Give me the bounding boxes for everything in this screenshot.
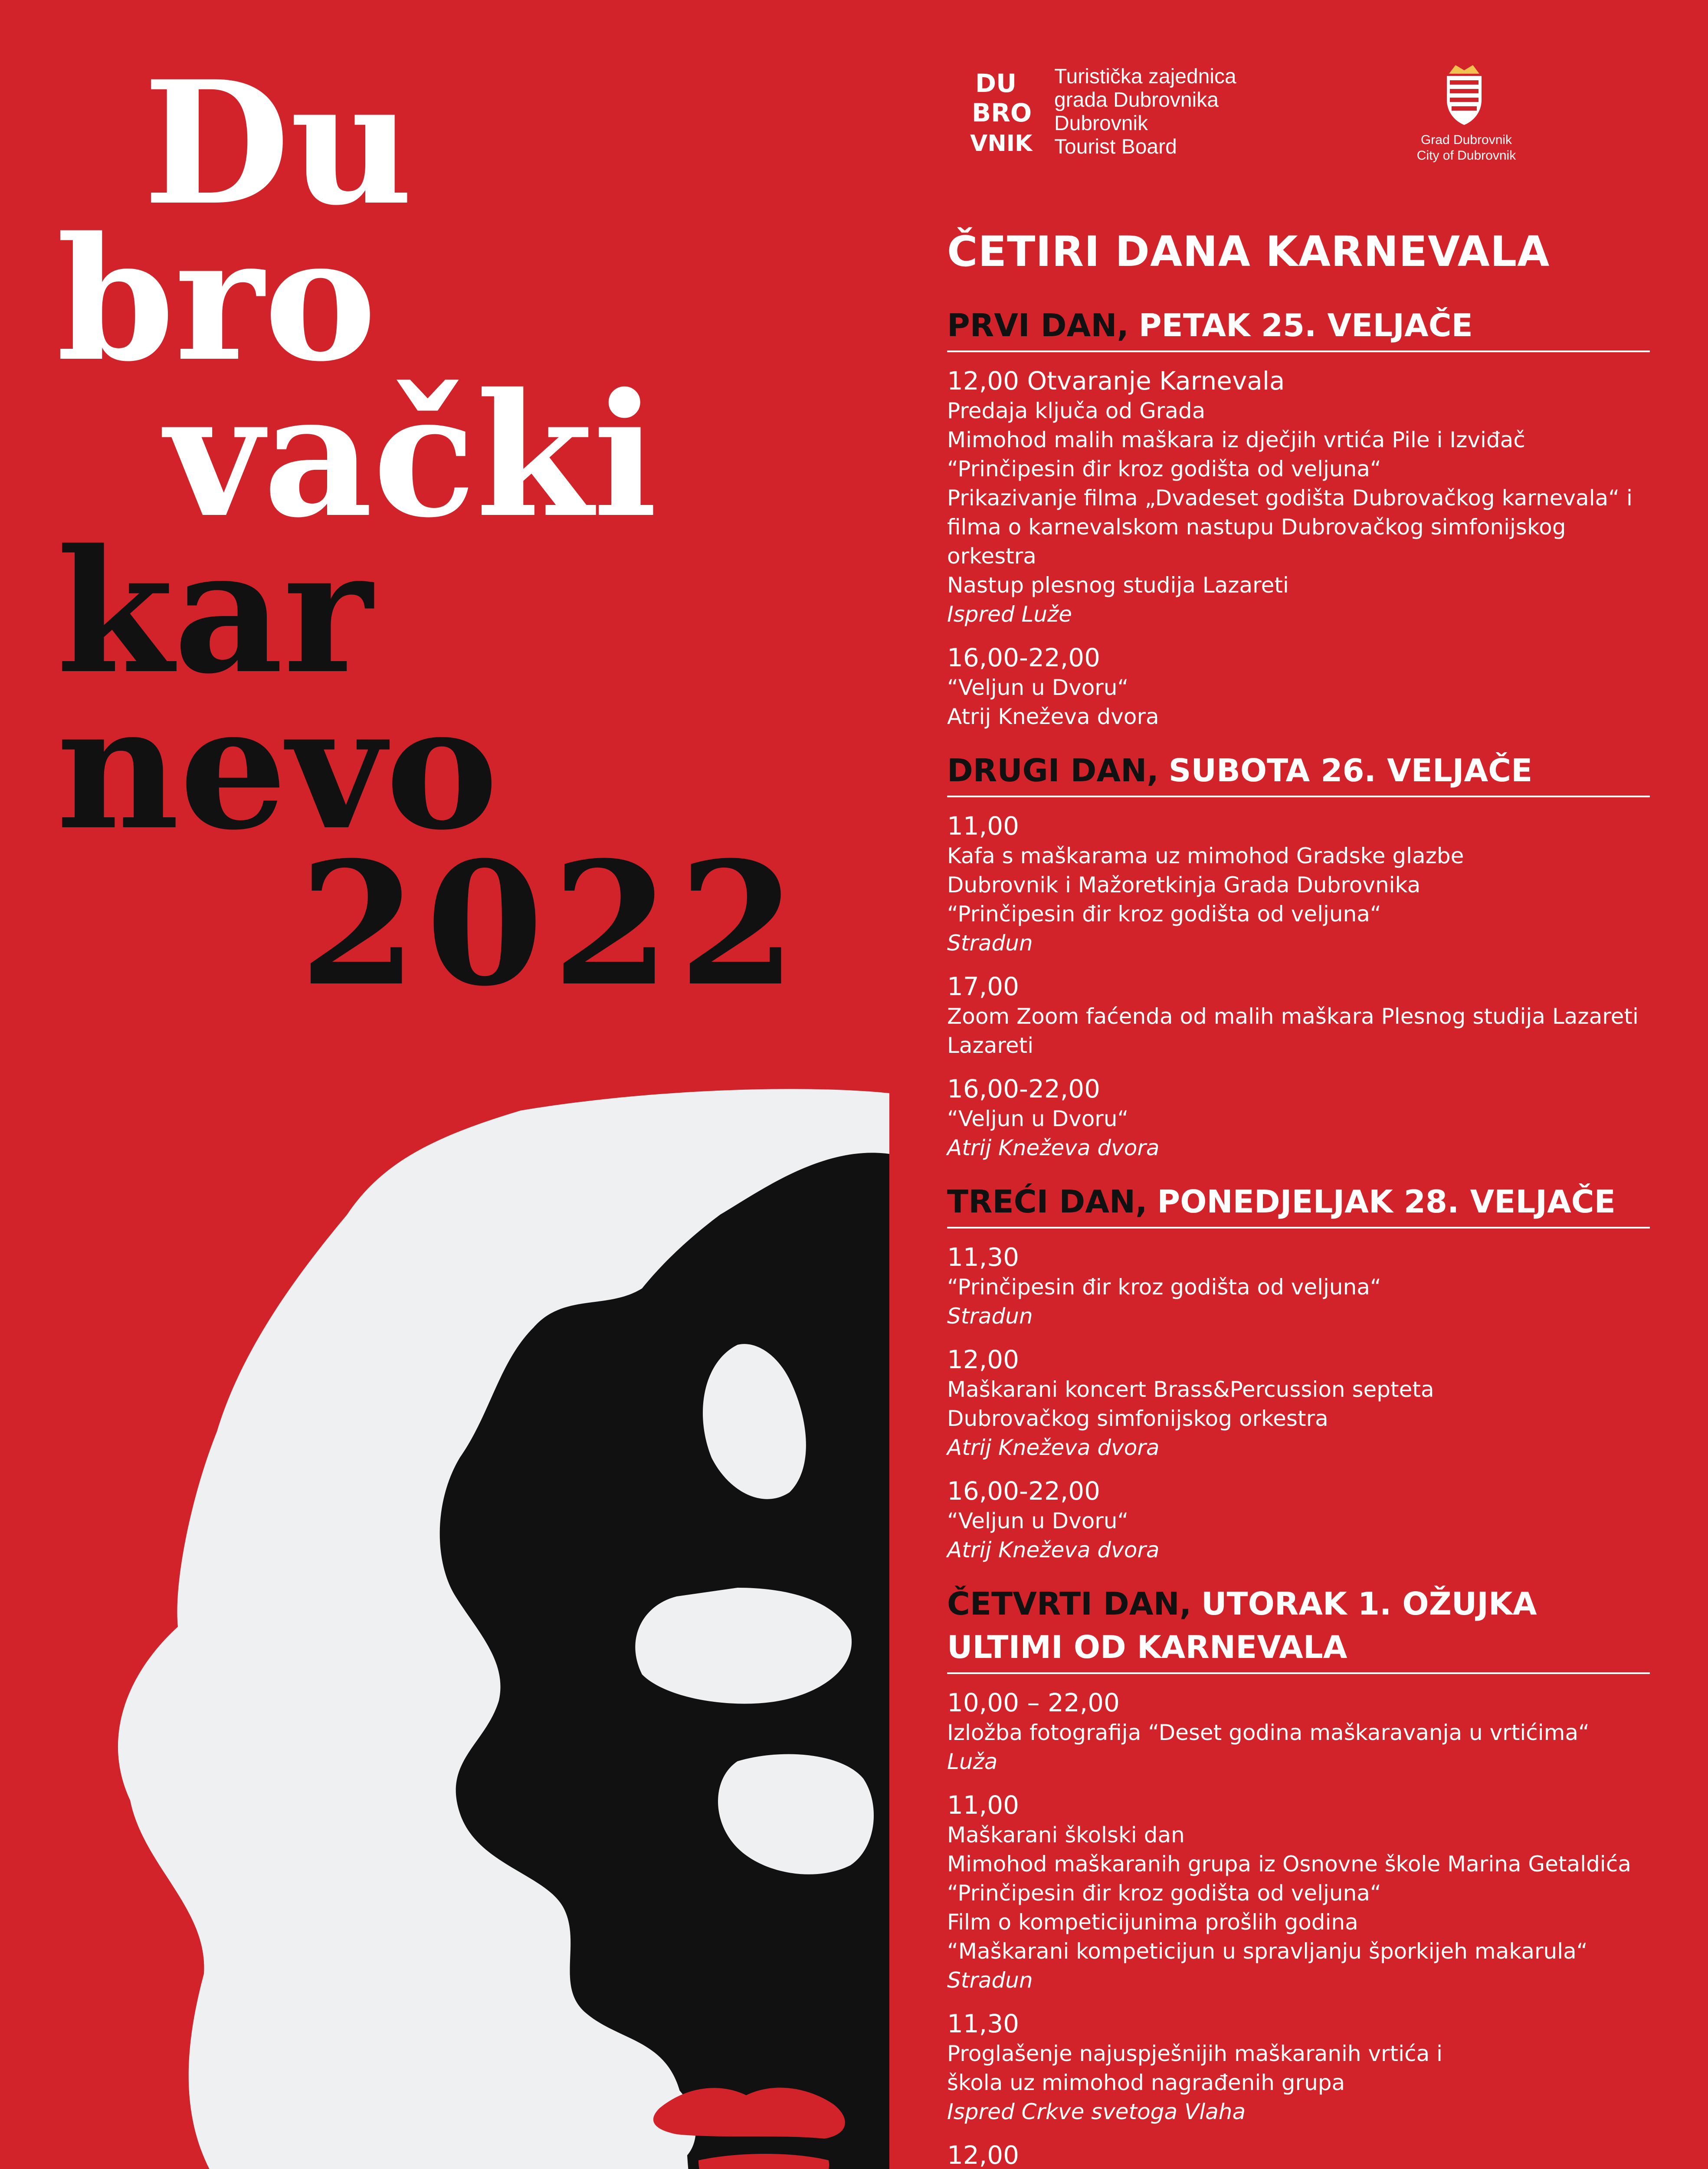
event-description: Lazareti	[947, 1033, 1034, 1058]
event-time: 12,00	[947, 1345, 1020, 1374]
face-illustration	[0, 1084, 889, 2169]
tz-mark-line: DU	[975, 69, 1017, 98]
event-description: Kafa s maškarama uz mimohod Gradske glazbe	[947, 843, 1464, 868]
event-time: 11,30	[947, 1242, 1020, 1272]
tourist-board-line: grada Dubrovnika	[1054, 88, 1219, 111]
event-time: 11,00	[947, 1790, 1020, 1820]
event-location: Atrij Kneževa dvora	[947, 1135, 1160, 1160]
event-time: 11,00	[947, 811, 1020, 841]
event-description: škola uz mimohod nagrađenih grupa	[947, 2070, 1345, 2095]
title-year: 2022	[299, 825, 805, 1023]
event-description: “Prinčipesin đir kroz godišta od veljuna“	[947, 456, 1381, 482]
day-block	[947, 749, 1650, 1163]
city-line: City of Dubrovnik	[1416, 148, 1516, 163]
event-item	[947, 971, 1650, 1060]
event-item	[947, 1687, 1650, 1776]
event-description: Prikazivanje filma „Dvadeset godišta Dubrovačkog karnevala“ i	[947, 485, 1633, 511]
event-item	[947, 1344, 1650, 1462]
day-block	[947, 304, 1650, 731]
event-item	[947, 365, 1650, 629]
day-name: TREĆI DAN,	[947, 1183, 1147, 1220]
event-time: 12,00	[947, 2140, 1020, 2169]
event-description: “Prinčipesin đir kroz godišta od veljuna“	[947, 1881, 1381, 1906]
event-item	[947, 1242, 1650, 1331]
day-heading	[947, 749, 1650, 797]
event-description: “Veljun u Dvoru“	[947, 1106, 1129, 1131]
city-name	[1401, 132, 1531, 164]
event-description: “Prinčipesin đir kroz godišta od veljuna“	[947, 1275, 1381, 1300]
tz-mark-line: BRO	[972, 98, 1032, 128]
event-time: 17,00	[947, 972, 1020, 1001]
day-name: PRVI DAN,	[947, 307, 1129, 344]
event-description: Izložba fotografija “Deset godina maškaravanja u vrtićima“	[947, 1720, 1590, 1745]
day-date: UTORAK 1. OŽUJKA	[1201, 1586, 1537, 1622]
schedule-heading: ČETIRI DANA KARNEVALA	[947, 227, 1550, 276]
tourist-board-logo-icon	[967, 65, 1046, 165]
event-description: Nastup plesnog studija Lazareti	[947, 573, 1289, 598]
event-location: Ispred Luže	[947, 602, 1072, 627]
day-block	[947, 1582, 1650, 2169]
title-line: bro	[56, 200, 377, 399]
event-description: “Prinčipesin đir kroz godišta od veljuna“	[947, 901, 1381, 927]
event-time: 16,00-22,00	[947, 1476, 1101, 1506]
sponsor-logos	[967, 61, 1662, 174]
event-location: Luža	[947, 1749, 998, 1774]
day-heading	[947, 1582, 1650, 1674]
event-location: Atrij Kneževa dvora	[947, 1435, 1160, 1460]
event-time: 16,00-22,00	[947, 643, 1101, 672]
city-crest-icon	[1440, 61, 1488, 126]
title-line: Du	[143, 44, 413, 242]
title-line: nevo	[56, 668, 498, 867]
event-description: filma o karnevalskom nastupu Dubrovačkog simfonijskog orkestra	[947, 514, 1566, 569]
event-description: Dubrovačkog simfonijskog orkestra	[947, 1406, 1328, 1431]
day-block	[947, 1180, 1650, 1565]
event-location: Ispred Crkve svetoga Vlaha	[947, 2099, 1246, 2124]
day-list	[947, 304, 1650, 2169]
event-location: Stradun	[947, 1968, 1033, 1993]
event-description: Dubrovnik i Mažoretkinja Grada Dubrovnika	[947, 872, 1421, 898]
poster-title	[56, 44, 805, 1023]
event-description: Predaja ključa od Grada	[947, 398, 1206, 423]
city-line: Grad Dubrovnik	[1420, 133, 1512, 147]
event-item	[947, 1475, 1650, 1565]
tourist-board-line: Tourist Board	[1054, 135, 1177, 158]
event-description: “Veljun u Dvoru“	[947, 1508, 1129, 1533]
event-description: Mimohod malih maškara iz dječjih vrtića Pile i Izviđač	[947, 427, 1525, 452]
event-location: Stradun	[947, 1304, 1033, 1329]
day-subtitle: ULTIMI OD KARNEVALA	[947, 1629, 1347, 1665]
event-description: “Maškarani kompeticijun u spravljanju šporkijeh makarula“	[947, 1939, 1588, 1964]
event-item	[947, 2140, 1650, 2169]
day-date: PETAK 25. VELJAČE	[1138, 307, 1473, 344]
event-description: Film o kompeticijunima prošlih godina	[947, 1910, 1358, 1935]
event-description: Maškarani školski dan	[947, 1822, 1185, 1848]
event-description: Zoom Zoom faćenda od malih maškara Plesnog studija Lazareti	[947, 1004, 1639, 1029]
event-location: Stradun	[947, 931, 1033, 956]
event-description: Mimohod maškaranih grupa iz Osnovne škole Marina Getaldića	[947, 1851, 1631, 1877]
event-description: “Veljun u Dvoru“	[947, 675, 1129, 700]
event-location: Atrij Kneževa dvora	[947, 1537, 1160, 1563]
day-date: SUBOTA 26. VELJAČE	[1168, 752, 1533, 789]
tz-mark-line: VNIK	[970, 131, 1033, 157]
tourist-board-line: Dubrovnik	[1054, 112, 1148, 135]
event-item	[947, 2008, 1650, 2126]
event-item	[947, 642, 1650, 731]
title-line: vački	[165, 356, 658, 555]
tourist-board-line: Turistička zajednica	[1054, 65, 1236, 88]
day-heading	[947, 1180, 1650, 1229]
day-heading	[947, 304, 1650, 352]
tourist-board-name	[1054, 65, 1236, 159]
event-item	[947, 810, 1650, 958]
event-item	[947, 1789, 1650, 1995]
event-time: 16,00-22,00	[947, 1074, 1101, 1104]
event-item	[947, 1073, 1650, 1163]
event-description: Atrij Kneževa dvora	[947, 704, 1159, 729]
title-line: kar	[56, 512, 373, 711]
day-name: ČETVRTI DAN,	[947, 1586, 1192, 1622]
event-description: Maškarani koncert Brass&Percussion septeta	[947, 1377, 1434, 1402]
event-time: 12,00 Otvaranje Karnevala	[947, 366, 1285, 396]
event-schedule	[947, 226, 1650, 2169]
event-time: 11,30	[947, 2009, 1020, 2038]
event-description: Proglašenje najuspješnijih maškaranih vrtića i	[947, 2041, 1443, 2066]
event-time: 10,00 – 22,00	[947, 1688, 1120, 1717]
day-name: DRUGI DAN,	[947, 752, 1159, 789]
day-date: PONEDJELJAK 28. VELJAČE	[1157, 1183, 1616, 1220]
